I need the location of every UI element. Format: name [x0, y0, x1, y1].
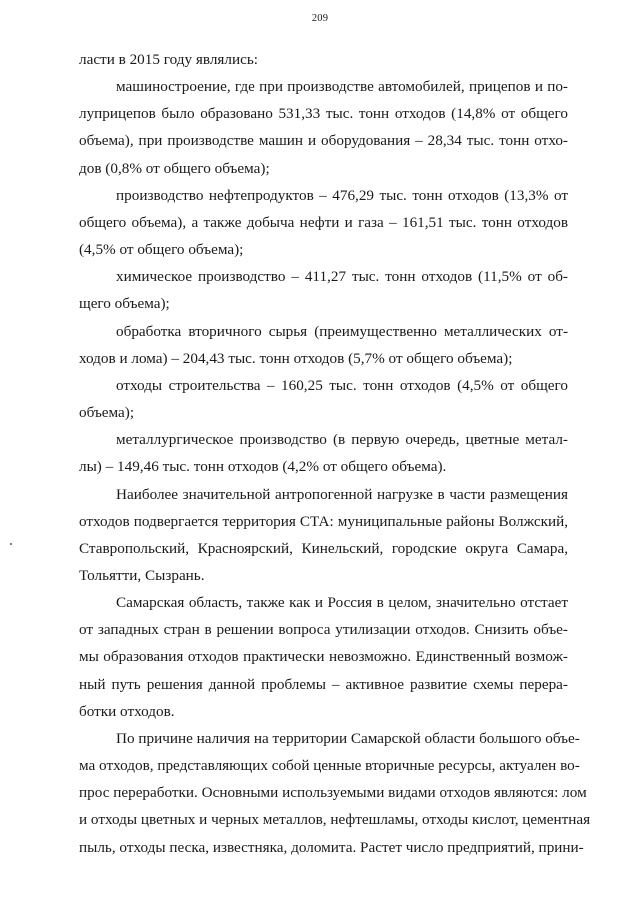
paragraph-machinery [79, 73, 568, 182]
text-line: Самарская область, также как и Россия в целом, значительно отстает [116, 594, 568, 612]
text-line: (4,5% от общего объема); [79, 241, 244, 259]
text-line: ходов и лома) – 204,43 тыс. тонн отходов (5,7% от общего объема); [79, 349, 513, 367]
page-number: 209 [311, 13, 329, 24]
text-line: По причине наличия на территории Самарской области большого объе- [116, 729, 580, 747]
body-text [79, 46, 591, 861]
scan-speck [10, 543, 12, 545]
text-line: от западных стран в решении вопроса утилизации отходов. Снизить объе- [79, 621, 568, 639]
text-line: отходы строительства – 160,25 тыс. тонн отходов (4,5% от общего [116, 376, 568, 394]
text-line: машиностроение, где при производстве автомобилей, прицепов и по- [116, 78, 568, 96]
text-line: лы) – 149,46 тыс. тонн отходов (4,2% от общего объема). [79, 458, 447, 476]
paragraph-recycling [79, 725, 591, 861]
paragraph-anthropogenic-load [79, 481, 568, 590]
text-line: химическое производство – 411,27 тыс. тонн отходов (11,5% от об- [116, 268, 568, 286]
text-line: дов (0,8% от общего объема); [79, 159, 270, 177]
text-line: ласти в 2015 году являлись: [79, 51, 259, 68]
text-line: отходов подвергается территория СТА: муниципальные районы Волжский, [79, 512, 568, 530]
text-line: щего объема); [79, 295, 170, 313]
text-line: обработка вторичного сырья (преимущественно металлических от- [116, 322, 568, 340]
text-line: Наиболее значительной антропогенной нагрузке в части размещения [116, 485, 568, 503]
text-line: мы образования отходов практически невозможно. Единственный возмож- [79, 648, 568, 666]
text-line: ный путь решения данной проблемы – активное развитие схемы перера- [79, 675, 568, 693]
text-line: производство нефтепродуктов – 476,29 тыс. тонн отходов (13,3% от [116, 186, 568, 204]
paragraph-metallurgy [79, 426, 568, 480]
paragraph-secondary-raw [79, 318, 568, 372]
text-line: луприцепов было образовано 531,33 тыс. тонн отходов (14,8% от общего [79, 105, 568, 123]
paragraph-construction [79, 372, 568, 426]
text-line: ма отходов, представляющих собой ценные вторичные ресурсы, актуален во- [79, 757, 580, 775]
text-line: прос переработки. Основными используемыми видами отходов являются: лом [79, 784, 587, 802]
text-line: и отходы цветных и черных металлов, нефтешламы, отходы кислот, цементная [79, 811, 591, 829]
text-line: пыль, отходы песка, известняка, доломита. Растет число предприятий, прини- [79, 838, 584, 856]
text-line: Ставропольский, Красноярский, Кинельский, городские округа Самара, [79, 539, 568, 557]
text-line: Тольятти, Сызрань. [79, 566, 205, 584]
text-line: объема), при производстве машин и оборудования – 28,34 тыс. тонн отхо- [79, 132, 568, 150]
paragraph-oil-products [79, 182, 568, 263]
text-line: ботки отходов. [79, 702, 175, 720]
text-line: объема); [79, 404, 135, 422]
text-line: общего объема), а также добыча нефти и газа – 161,51 тыс. тонн отходов [79, 213, 568, 231]
paragraph-chemical [79, 263, 568, 317]
paragraph-samara-region [79, 589, 568, 725]
paragraph-continuation [79, 46, 568, 73]
text-line: металлургическое производство (в первую очередь, цветные метал- [116, 431, 568, 449]
